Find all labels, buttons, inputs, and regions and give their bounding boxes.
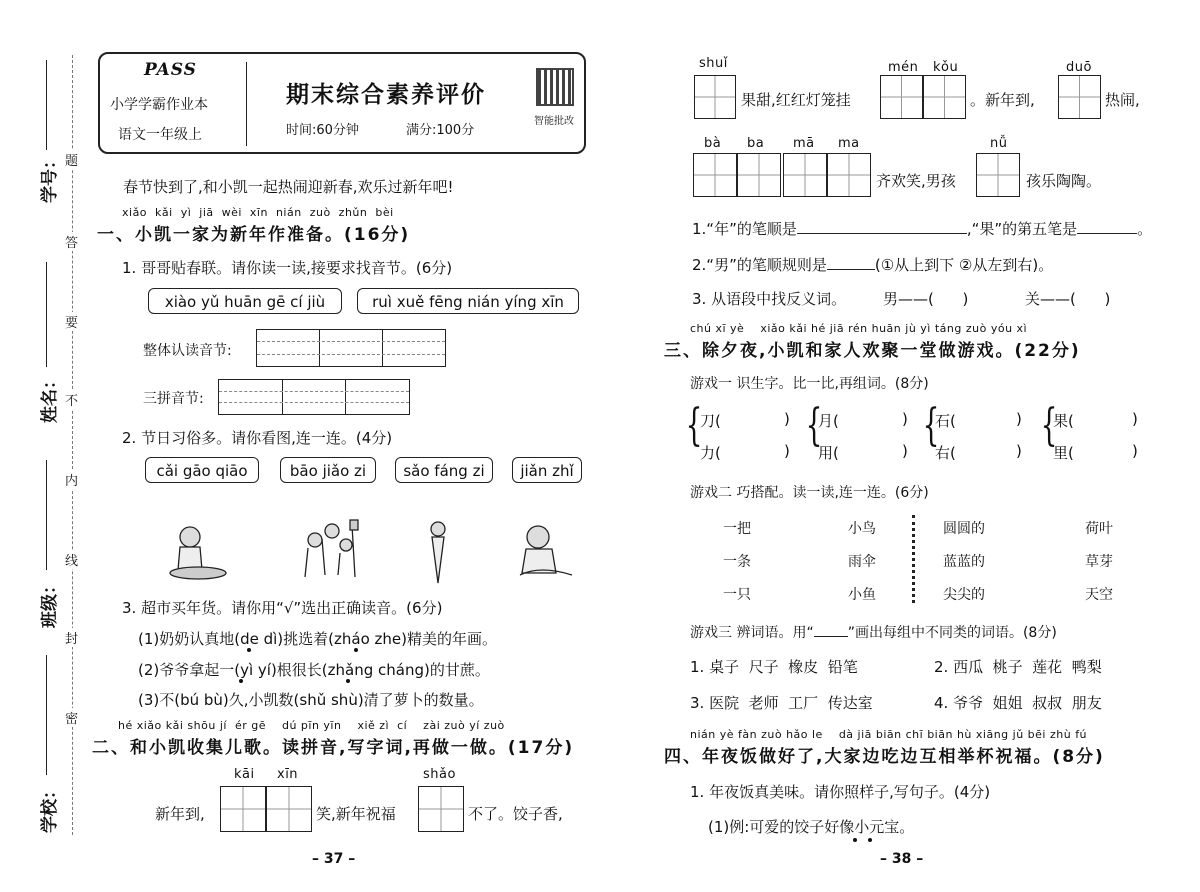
write-box[interactable] <box>976 153 1020 197</box>
match-left-1[interactable]: 一把 <box>723 521 751 537</box>
write-box[interactable] <box>266 786 312 832</box>
char-yong: 用( <box>818 444 839 462</box>
emphasis-dot <box>239 679 243 683</box>
q2-rule-b: (①从上到下 ②从左到右)。 <box>874 256 1054 274</box>
book-title: 小学学霸作业本 <box>110 97 208 113</box>
q2-rule-a: 2.“男”的笔顺规则是 <box>692 256 827 274</box>
s2-pinyin-xin: xīn <box>277 767 299 782</box>
match-far-1[interactable]: 荷叶 <box>1085 521 1113 537</box>
brand-logo: PASS <box>144 60 197 80</box>
s2-text-1: 新年到, <box>155 805 205 823</box>
brace-icon: { <box>805 400 823 451</box>
section4-title: 四、年夜饭做好了,大家边吃边互相举杯祝福。(8分) <box>664 747 1105 767</box>
answer-grid-tri[interactable] <box>218 379 410 415</box>
answer-blank[interactable] <box>827 269 875 270</box>
match-right-2[interactable]: 蓝蓝的 <box>943 554 985 570</box>
write-box[interactable] <box>827 153 871 197</box>
seal-char: 内 <box>65 470 78 489</box>
answer-blank[interactable] <box>797 233 967 234</box>
seal-char: 密 <box>65 708 78 727</box>
section3-pinyin: chú xī yè xiǎo kǎi hé jiā rén huān jù yì táng zuò yóu xì <box>690 322 1028 335</box>
paren-close: ) <box>784 442 790 460</box>
s2-pinyin-kai: kāi <box>234 767 255 782</box>
name-line <box>46 262 47 367</box>
student-id-line <box>46 60 47 150</box>
seal-char: 答 <box>65 232 78 251</box>
answer-blank[interactable] <box>1077 233 1137 234</box>
emphasis-dot <box>853 838 857 842</box>
r2-pinyin-ma2: ma <box>838 136 860 151</box>
paren-close: ) <box>902 442 908 460</box>
q4-1-prompt: 1. 年夜饭真美味。请你照样子,写句子。(4分) <box>690 783 991 801</box>
write-box[interactable] <box>418 786 464 832</box>
match-right-3[interactable]: 尖尖的 <box>943 587 985 603</box>
paren-close: ) <box>1132 410 1138 428</box>
header-divider <box>246 62 247 146</box>
qr-code-icon[interactable] <box>536 68 574 106</box>
illustration-row <box>160 515 590 590</box>
match-mid-1[interactable]: 小鸟 <box>848 521 876 537</box>
antonym-pair-1: 男——( ) <box>883 290 969 308</box>
char-shi: 石( <box>935 412 956 430</box>
seal-char: 要 <box>65 312 78 331</box>
emphasis-dot <box>868 838 872 842</box>
match-mid-3[interactable]: 小鱼 <box>848 587 876 603</box>
r2-pinyin-nv: nǚ <box>990 136 1008 151</box>
exam-title: 期末综合素养评价 <box>286 81 486 108</box>
game2-title: 游戏二 巧搭配。读一读,连一连。(6分) <box>690 485 929 501</box>
paren-close: ) <box>1132 442 1138 460</box>
section1-title: 一、小凯一家为新年作准备。(16分) <box>97 225 411 245</box>
q4-example: (1)例:可爱的饺子好像小元宝。 <box>708 818 915 836</box>
write-box[interactable] <box>220 786 266 832</box>
book-subtitle: 语文一年级上 <box>118 127 202 143</box>
char-guo: 果( <box>1053 412 1074 430</box>
brace-icon: { <box>685 400 703 451</box>
q2-prompt: 2. 节日习俗多。请你看图,连一连。(4分) <box>122 429 393 447</box>
family-cleaning-illustration <box>305 520 358 577</box>
r1-text-2: 。新年到, <box>970 91 1035 109</box>
qr-caption: 智能批改 <box>534 116 574 127</box>
section2-title: 二、和小凯收集儿歌。读拼音,写字词,再做一做。(17分) <box>92 738 575 758</box>
write-box[interactable] <box>737 153 781 197</box>
paren-close: ) <box>784 410 790 428</box>
q3-line-3: (3)不(bú bù)久,小凯数(shǔ shù)清了萝卜的数量。 <box>138 691 484 709</box>
game3-title-b: ”画出每组中不同类的词语。(8分) <box>847 625 1057 641</box>
q1-stroke-b: ,“果”的第五笔是 <box>966 220 1078 238</box>
char-you: 右( <box>935 444 956 462</box>
r1-text-3: 热闹, <box>1105 91 1140 109</box>
write-box[interactable] <box>693 153 737 197</box>
name-label: 姓名： <box>40 372 60 423</box>
write-box[interactable] <box>923 75 966 119</box>
write-box[interactable] <box>694 75 736 119</box>
paren-close: ) <box>1016 442 1022 460</box>
char-li2: 里( <box>1053 444 1074 462</box>
group-row-1a[interactable]: 1. 桌子 尺子 橡皮 铅笔 <box>690 658 858 676</box>
seal-char: 线 <box>65 550 78 569</box>
q3-antonym-prompt: 3. 从语段中找反义词。 <box>692 290 847 308</box>
custom-pill-3: sǎo fáng zi <box>395 457 493 483</box>
r1-text-1: 果甜,红红灯笼挂 <box>741 91 851 109</box>
header-banner <box>98 52 586 154</box>
emphasis-dot <box>247 648 251 652</box>
r2-pinyin-ba2: ba <box>747 136 765 151</box>
q1-label-whole: 整体认读音节: <box>143 343 232 359</box>
class-label: 班级： <box>40 577 60 628</box>
r1-pinyin-kou: kǒu <box>933 60 959 75</box>
seal-char: 封 <box>65 628 78 647</box>
q1-prompt: 1. 哥哥贴春联。请你读一读,接要求找音节。(6分) <box>122 259 453 277</box>
match-divider <box>912 515 915 603</box>
section1-pinyin: xiǎo kǎi yì jiā wèi xīn nián zuò zhǔn bèi <box>122 206 394 219</box>
r2-pinyin-ma1: mā <box>793 136 815 151</box>
section3-title: 三、除夕夜,小凯和家人欢聚一堂做游戏。(22分) <box>664 341 1081 361</box>
match-far-3[interactable]: 天空 <box>1085 587 1113 603</box>
q3-line-2: (2)爷爷拿起一(yì yí)根很长(zhǎng cháng)的甘蔗。 <box>138 661 490 679</box>
couplet-pill-1: xiào yǔ huān gē cí jiù <box>148 288 342 314</box>
match-left-2[interactable]: 一条 <box>723 554 751 570</box>
page-number-right: – 38 – <box>880 851 924 867</box>
s2-text-3: 不了。饺子香, <box>468 805 563 823</box>
write-box[interactable] <box>783 153 827 197</box>
q2-rule-line <box>692 254 1053 275</box>
r2-pinyin-ba1: bà <box>704 136 722 151</box>
s2-pinyin-shao: shǎo <box>423 767 456 782</box>
r1-pinyin-shui: shuǐ <box>699 56 728 71</box>
seal-char: 题 <box>65 150 78 169</box>
brace-icon: { <box>1040 400 1058 451</box>
match-right-1[interactable]: 圆圆的 <box>943 521 985 537</box>
emphasis-dot <box>346 679 350 683</box>
school-line <box>46 655 47 775</box>
group-row-1b[interactable]: 2. 西瓜 桃子 莲花 鸭梨 <box>934 658 1102 676</box>
r2-text-1: 齐欢笑,男孩 <box>876 172 956 190</box>
match-left-3[interactable]: 一只 <box>723 587 751 603</box>
game1-title: 游戏一 识生字。比一比,再组词。(8分) <box>690 376 929 392</box>
q1-stroke-line <box>692 218 1152 239</box>
paren-close: ) <box>902 410 908 428</box>
brace-icon: { <box>922 400 940 451</box>
write-box[interactable] <box>880 75 923 119</box>
q3-line-1: (1)奶奶认真地(de dì)挑选着(zháo zhe)精美的年画。 <box>138 630 497 648</box>
student-id-label: 学号： <box>40 152 60 203</box>
char-dao: 刀( <box>700 412 721 430</box>
game3-title <box>690 622 1057 642</box>
underline-sample <box>814 636 848 637</box>
r1-pinyin-duo: duō <box>1066 60 1092 75</box>
q1-stroke-c: 。 <box>1137 220 1153 238</box>
game3-title-a: 游戏三 辨词语。用“ <box>690 625 814 641</box>
q3-antonym-line <box>692 288 846 309</box>
couplet-pill-2: ruì xuě fēng nián yíng xīn <box>357 288 579 314</box>
emphasis-dot <box>354 648 358 652</box>
char-li: 力( <box>700 444 721 462</box>
group-row-2a[interactable]: 3. 医院 老师 工厂 传达室 <box>690 694 873 712</box>
q3-prompt: 3. 超市买年货。请你用“√”选出正确读音。(6分) <box>122 599 443 617</box>
section4-pinyin: nián yè fàn zuò hǎo le dà jiā biān chī biān hù xiāng jǔ bēi zhù fú <box>690 728 1088 741</box>
match-mid-2[interactable]: 雨伞 <box>848 554 876 570</box>
char-yue: 月( <box>818 412 839 430</box>
custom-pill-4: jiǎn zhǐ <box>512 457 582 483</box>
girl-dumplings-illustration <box>520 526 572 575</box>
match-far-2[interactable]: 草芽 <box>1085 554 1113 570</box>
class-line <box>46 460 47 570</box>
section2-pinyin: hé xiǎo kǎi shōu jí ér gē dú pīn yīn xiě zì cí zài zuò yí zuò <box>118 719 505 732</box>
exam-time: 时间:60分钟 <box>286 123 359 138</box>
custom-pill-1: cǎi gāo qiāo <box>145 457 259 483</box>
answer-grid-whole[interactable] <box>256 329 446 367</box>
exam-score: 满分:100分 <box>406 123 475 138</box>
s2-text-2: 笑,新年祝福 <box>316 805 396 823</box>
intro-text: 春节快到了,和小凯一起热闹迎新春,欢乐过新年吧! <box>123 178 454 196</box>
girl-cake-illustration <box>170 527 226 579</box>
school-label: 学校： <box>40 782 60 833</box>
custom-pill-2: bāo jiǎo zi <box>280 457 376 483</box>
group-row-2b[interactable]: 4. 爷爷 姐姐 叔叔 朋友 <box>934 694 1102 712</box>
write-box[interactable] <box>1058 75 1101 119</box>
r1-pinyin-men: mén <box>888 60 919 75</box>
paren-close: ) <box>1016 410 1022 428</box>
paper-cutting-illustration <box>431 522 445 583</box>
page-number-left: – 37 – <box>312 851 356 867</box>
q1-label-tri: 三拼音节: <box>143 391 204 407</box>
r2-text-2: 孩乐陶陶。 <box>1026 172 1102 190</box>
q1-stroke-a: 1.“年”的笔顺是 <box>692 220 797 238</box>
seal-char: 不 <box>65 390 78 409</box>
antonym-pair-2: 关——( ) <box>1025 290 1111 308</box>
